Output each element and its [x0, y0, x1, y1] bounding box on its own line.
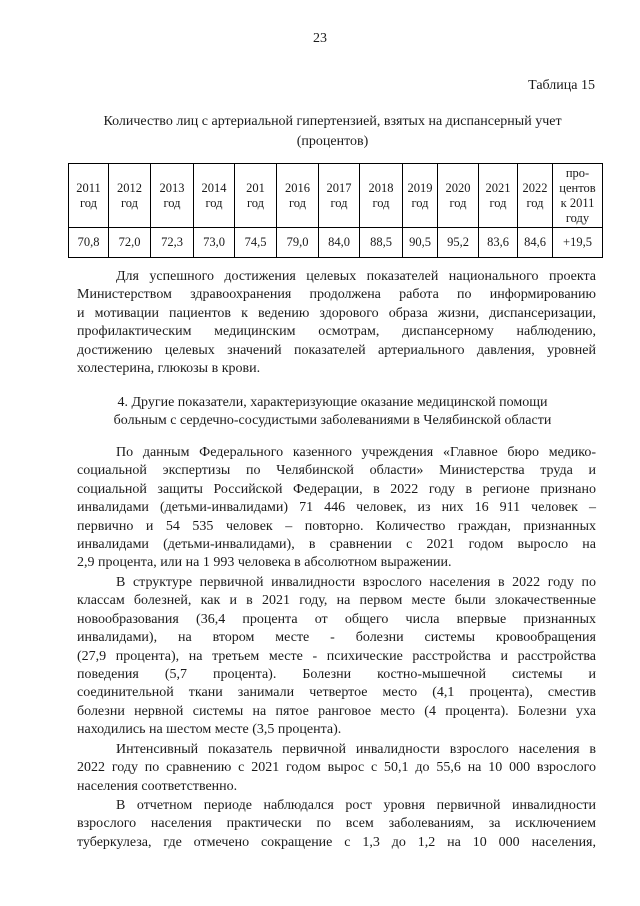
value-cell: 90,5 [403, 228, 438, 258]
table-caption [70, 112, 595, 152]
header-cell: 2011 год [69, 164, 109, 228]
value-cell: 73,0 [194, 228, 235, 258]
value-cell: 70,8 [69, 228, 109, 258]
table-header-row [69, 164, 603, 228]
table-label: Таблица 15 [528, 78, 595, 93]
caption-line: Количество лиц с артериальной гипертензией, взятых на диспансерный учет [103, 114, 562, 129]
value-cell: 83,6 [479, 228, 518, 258]
header-cell: 2017 год [319, 164, 360, 228]
header-cell: 2013 год [151, 164, 194, 228]
value-cell: 88,5 [360, 228, 403, 258]
value-cell: 84,0 [319, 228, 360, 258]
header-cell-percent: про- центов к 2011 году [553, 164, 603, 228]
paragraph-disability-stats: По данным Федерального казенного учреждения «Главное бюро медико- социальной экспертизы по Челябинской области» Министерства труда и социальной защиты Российской Федерации, в 2022 году в регионе признано инвалидами (детьми-инвалидами) 71 446 человек, из них 16 911 человек – первично и 54 535 человек – повторно. Количество граждан, признанных инвалидами (детьми-инвалидами), в сравнении с 2021 годом выросло на 2,9 процента, или на 1 993 человека в абсолютном выражении. [77, 445, 596, 571]
header-cell: 2022 год [518, 164, 553, 228]
header-cell: 2012 год [109, 164, 151, 228]
header-cell: 2019 год [403, 164, 438, 228]
header-cell: 2016 год [277, 164, 319, 228]
value-cell: 74,5 [235, 228, 277, 258]
caption-line: (процентов) [296, 134, 369, 149]
paragraph-reporting-period: В отчетном периоде наблюдался рост уровня первичной инвалидности взрослого населения практически по всем заболеваниям, за исключением туберкулеза, где отмечено сокращение с 1,3 до 1,2 на 10 000 населения, [77, 798, 596, 850]
value-cell: 79,0 [277, 228, 319, 258]
header-cell: 201 год [235, 164, 277, 228]
value-cell: 72,0 [109, 228, 151, 258]
value-cell: 84,6 [518, 228, 553, 258]
page-number: 23 [313, 31, 327, 46]
paragraph-prevention-work: Для успешного достижения целевых показателей национального проекта Министерством здравоохранения продолжена работа по информированию и мотивации пациентов к ведению здорового образа жизни, диспансеризации, профилактическим медицинским осмотрам, диспансерному наблюдению, достижению целевых значений показателей артериального давления, уровней холестерина, глюкозы в крови. [77, 269, 596, 377]
table-value-row [69, 228, 603, 258]
section-heading: 4. Другие показатели, характеризующие оказание медицинской помощи больным с сердечно-сосудистыми заболеваниями в Челябинской области [113, 395, 552, 429]
value-cell-change: +19,5 [553, 228, 603, 258]
header-cell: 2021 год [479, 164, 518, 228]
paragraph-intensive-indicator: Интенсивный показатель первичной инвалидности взрослого населения в 2022 году по сравнению с 2021 годом вырос с 50,1 до 55,6 на 10 000 взрослого населения соответственно. [77, 742, 596, 794]
header-cell: 2018 год [360, 164, 403, 228]
paragraph-disability-structure: В структуре первичной инвалидности взрослого населения в 2022 году по классам болезней, как и в 2021 году, на первом месте были злокачественные новообразования (36,4 процента от общего числа впервые признанных инвалидами), на втором месте - болезни системы кровообращения (27,9 процента), на третьем месте - психические расстройства и расстройства поведения (5,7 процента). Болезни костно-мышечной системы и соединительной ткани занимали четвертое место (4,1 процента), сместив болезни нервной системы на пятое ранговое место (4 процента). Болезни уха находились на шестом месте (3,5 процента). [77, 575, 596, 738]
hypertension-table [68, 163, 603, 258]
header-cell: 2014 год [194, 164, 235, 228]
value-cell: 95,2 [438, 228, 479, 258]
header-cell: 2020 год [438, 164, 479, 228]
value-cell: 72,3 [151, 228, 194, 258]
